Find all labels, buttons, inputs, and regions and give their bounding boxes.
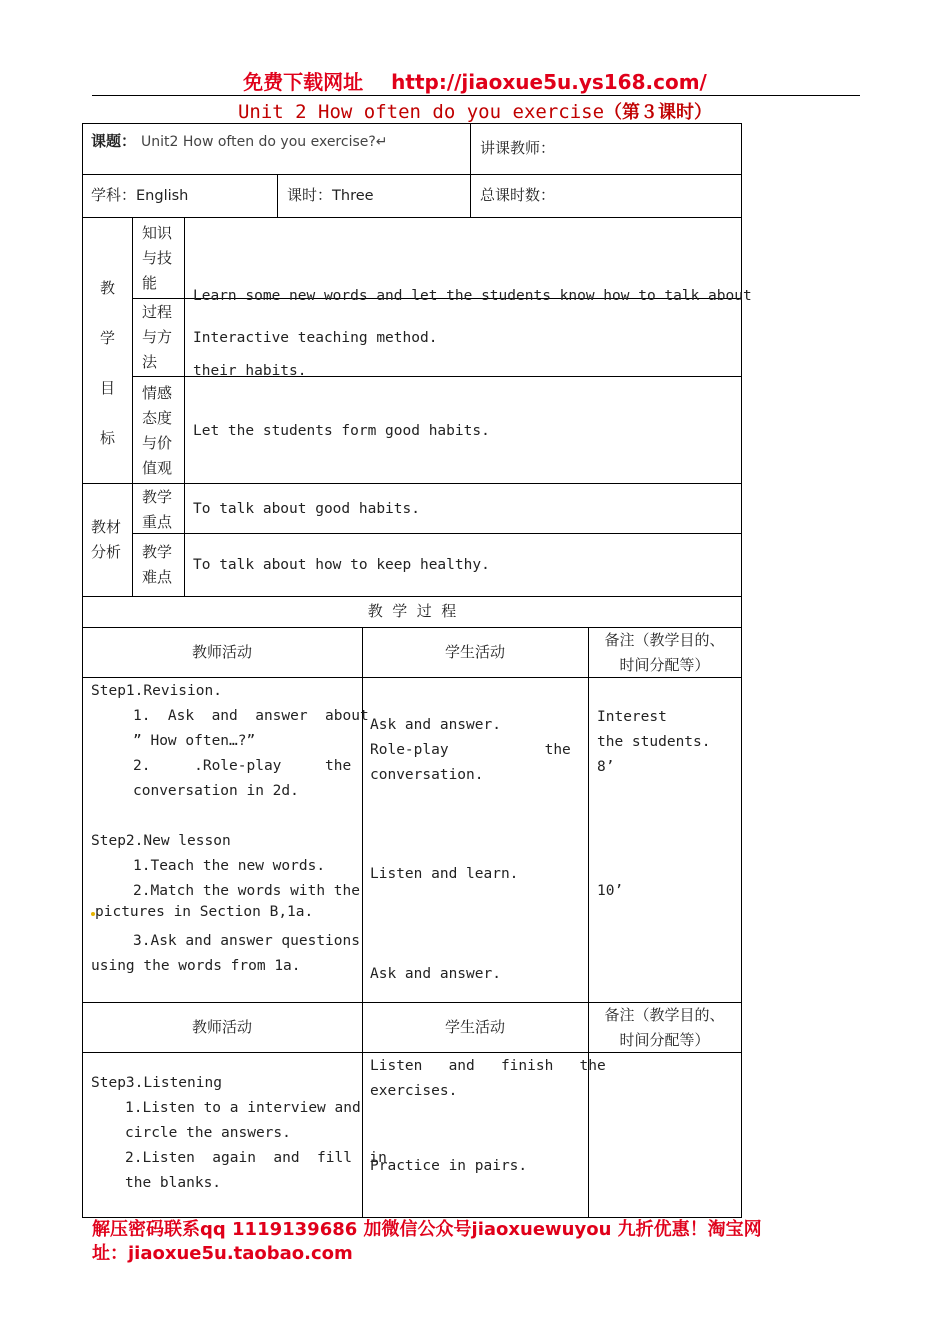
doc-title-en: Unit 2 How often do you exercise	[237, 101, 605, 123]
teacher-label: 讲课教师：	[480, 139, 556, 157]
objective-attitude-text: Let the students form good habits.	[193, 423, 490, 439]
subject-field	[91, 183, 188, 209]
key-points-text: To talk about good habits.	[193, 501, 420, 517]
process-title: 教 学 过 程	[367, 602, 457, 620]
download-label: 免费下载网址	[243, 70, 364, 94]
objectives-group-label: 教 学 目 标	[100, 279, 116, 447]
subject-value: English	[136, 188, 189, 204]
col-notes-header-2: 备注（教学目的、 时间分配等）	[604, 1006, 725, 1049]
col-teacher-header: 教师活动	[191, 643, 252, 661]
total-periods-label: 总课时数：	[480, 186, 556, 204]
key-points-label: 教学 重点	[142, 488, 173, 531]
analysis-group-label: 教材 分析	[91, 518, 122, 561]
objective-knowledge-label: 知识 与技 能	[142, 224, 173, 292]
objective-process-label: 过程 与方 法	[142, 303, 173, 371]
difficulties-label: 教学 难点	[142, 543, 173, 586]
period-value: Three	[332, 188, 374, 204]
col-notes-header: 备注（教学目的、 时间分配等）	[604, 631, 725, 674]
topic-value: Unit2 How often do you exercise?↵	[141, 134, 388, 150]
mark-dot	[91, 912, 95, 916]
difficulties-text: To talk about how to keep healthy.	[193, 557, 490, 573]
topic-label: 课题：	[91, 132, 137, 150]
doc-title-cn: （第３课时）	[604, 102, 713, 123]
footer-line-1: 解压密码联系qq 1119139686 加微信公众号jiaoxuewuyou 九折优惠！淘宝网	[92, 1219, 762, 1240]
objective-attitude-label: 情感 态度 与价 值观	[142, 384, 173, 477]
download-url[interactable]: http://jiaoxue5u.ys168.com/	[391, 70, 707, 94]
download-header	[0, 66, 950, 95]
doc-title	[0, 98, 950, 124]
period-field	[287, 183, 374, 209]
col-student-header-2: 学生活动	[444, 1018, 505, 1036]
subject-label: 学科：	[91, 186, 137, 204]
header-rule	[92, 95, 860, 96]
col-teacher-header-2: 教师活动	[191, 1018, 252, 1036]
objective-knowledge-text: Learn some new words and let the students know how to talk about their habits.	[193, 288, 752, 379]
col-student-header: 学生活动	[444, 643, 505, 661]
footer-line-2[interactable]: 址：jiaoxue5u.taobao.com	[92, 1243, 353, 1264]
period-label: 课时：	[287, 186, 333, 204]
objective-process-text: Interactive teaching method.	[193, 330, 438, 346]
footer-promo	[92, 1218, 852, 1266]
